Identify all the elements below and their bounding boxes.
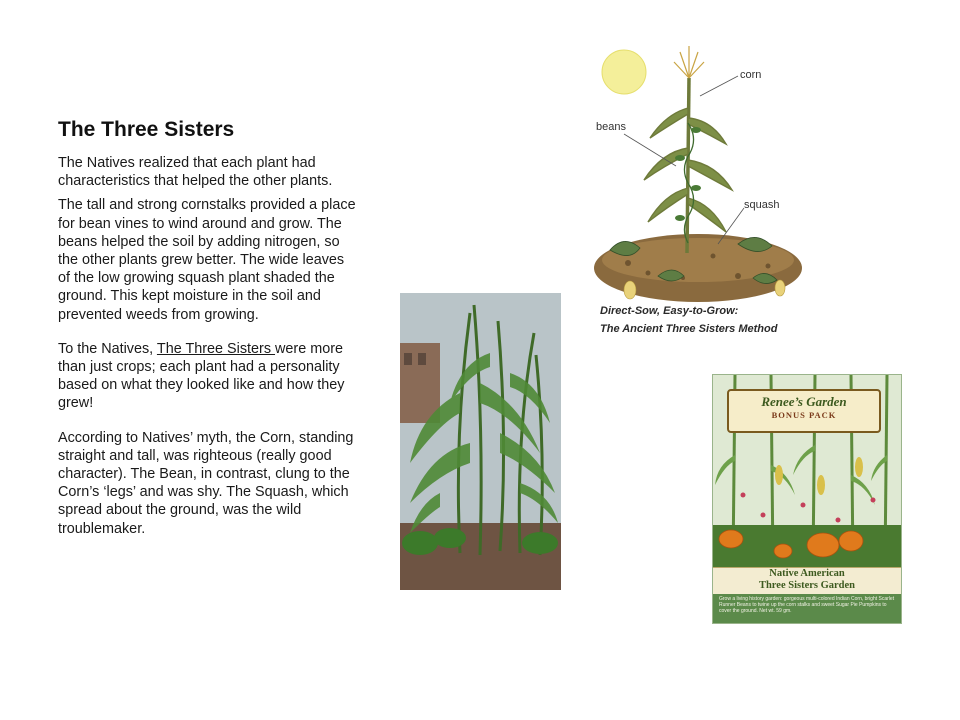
diagram-caption-line1: Direct-Sow, Easy-to-Grow: xyxy=(600,305,739,317)
packet-title xyxy=(713,567,901,594)
personality-lead: To the Natives, xyxy=(58,340,157,357)
paragraph-characteristics: The Natives realized that each plant had characteristics that helped the other plants. xyxy=(58,155,333,190)
paragraph-personality xyxy=(58,340,358,413)
corn-label: corn xyxy=(740,69,762,81)
corn-tassel xyxy=(674,46,704,78)
personality-rest: were more than just crops; each plant had a personality based on what they looked like and how they grew! xyxy=(58,340,345,412)
packet-description: Grow a living history garden: gorgeous multi-colored Indian Corn, bright Scarlet Runner Beans to twine up the corn stalks and sweet Sugar Pie Pumpkins to cover the ground. Net wt. 59 gm. xyxy=(713,594,901,623)
diagram-illustration xyxy=(588,38,810,350)
diagram-caption-line2: The Ancient Three Sisters Method xyxy=(600,323,778,335)
squash-label: squash xyxy=(744,199,780,211)
three-sisters-diagram xyxy=(588,38,810,350)
packet-title-line2: Three Sisters Garden xyxy=(758,580,856,591)
slide-title: The Three Sisters xyxy=(58,118,235,141)
packet-brand-name: Renee’s Garden xyxy=(761,394,847,409)
seed-packet xyxy=(712,374,902,624)
beans-label: beans xyxy=(596,121,626,133)
garden-photo-image xyxy=(400,293,561,590)
body-text xyxy=(58,154,358,544)
corn-garden-photo xyxy=(400,293,561,590)
packet-brand-banner xyxy=(727,389,881,433)
packet-title-line1: Native American xyxy=(769,568,845,579)
packet-badge: BONUS PACK xyxy=(771,410,837,420)
sun-icon xyxy=(602,50,646,94)
paragraph-cornstalks: The tall and strong cornstalks provided a place for bean vines to wind around and grow. The beans helped the soil by adding nitrogen, so the other plants grew better. The wide leaves of the low growing squash plant shaded the ground. This kept moisture in the soil and prevented weeds from growing. xyxy=(58,197,356,323)
three-sisters-link[interactable]: The Three Sisters xyxy=(156,340,276,357)
paragraph-myth: According to Natives’ myth, the Corn, standing straight and tall, was righteous (really good character). The Bean, in contrast, clung to the Corn’s ‘legs’ and was shy. The Squash, which spread about the ground, was the wild troublemaker. xyxy=(58,429,354,537)
